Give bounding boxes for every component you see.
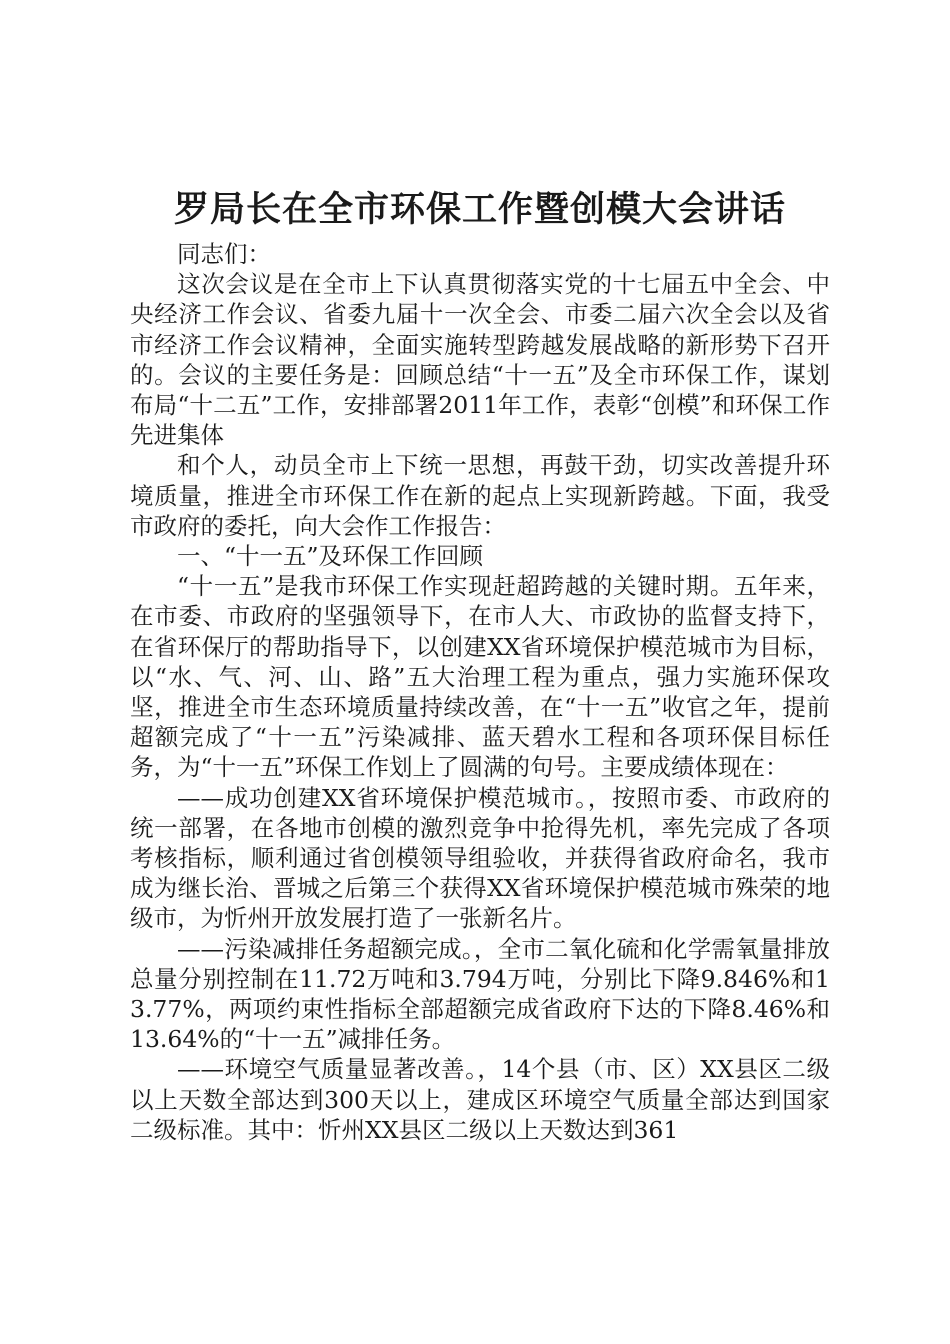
paragraph-mobilization: 和个人，动员全市上下统一思想，再鼓干劲，切实改善提升环境质量，推进全市环保工作在新的起点上实现新跨越。下面，我受市政府的委托，向大会作工作报告： bbox=[130, 451, 830, 540]
paragraph-emission-reduction: ——污染减排任务超额完成。，全市二氧化硫和化学需氧量排放总量分别控制在11.72万吨和3.794万吨，分别比下降9.846%和13.77%，两项约束性指标全部超额完成省政府下达的下降8.46%和13.64%的“十一五”减排任务。 bbox=[130, 934, 830, 1054]
section-heading-review: 一、“十一五”及环保工作回顾 bbox=[177, 542, 484, 571]
paragraph-model-city: ——成功创建XX省环境保护模范城市。，按照市委、市政府的统一部署，在各地市创模的激烈竞争中抢得先机，率先完成了各项考核指标，顺利通过省创模领导组验收，并获得省政府命名，我市成为继长治、晋城之后第三个获得XX省环境保护模范城市殊荣的地级市，为忻州开放发展打造了一张新名片。 bbox=[130, 783, 830, 933]
document-page bbox=[130, 185, 830, 1145]
paragraph-meeting-purpose: 这次会议是在全市上下认真贯彻落实党的十七届五中全会、中央经济工作会议、省委九届十一次全会、市委二届六次全会以及省市经济工作会议精神，全面实施转型跨越发展战略的新形势下召开的。会议的主要任务是：回顾总结“十一五”及全市环保工作，谋划布局“十二五”工作，安排部署2011年工作，表彰“创模”和环保工作先进集体 bbox=[130, 270, 830, 450]
paragraph-air-quality: ——环境空气质量显著改善。，14个县（市、区）XX县区二级以上天数全部达到300天以上，建成区环境空气质量全部达到国家二级标准。其中：忻州XX县区二级以上天数达到361 bbox=[130, 1055, 830, 1144]
salutation: 同志们： bbox=[177, 240, 271, 268]
paragraph-five-year-review: “十一五”是我市环保工作实现赶超跨越的关键时期。五年来，在市委、市政府的坚强领导下，在市人大、市政协的监督支持下，在省环保厅的帮助指导下，以创建XX省环境保护模范城市为目标，以“水、气、河、山、路”五大治理工程为重点，强力实施环保攻坚，推进全市生态环境质量持续改善，在“十一五”收官之年，提前超额完成了“十一五”污染减排、蓝天碧水工程和各项环保目标任务，为“十一五”环保工作划上了圆满的句号。主要成绩体现在： bbox=[130, 572, 830, 782]
document-title: 罗局长在全市环保工作暨创模大会讲话 bbox=[173, 189, 786, 230]
